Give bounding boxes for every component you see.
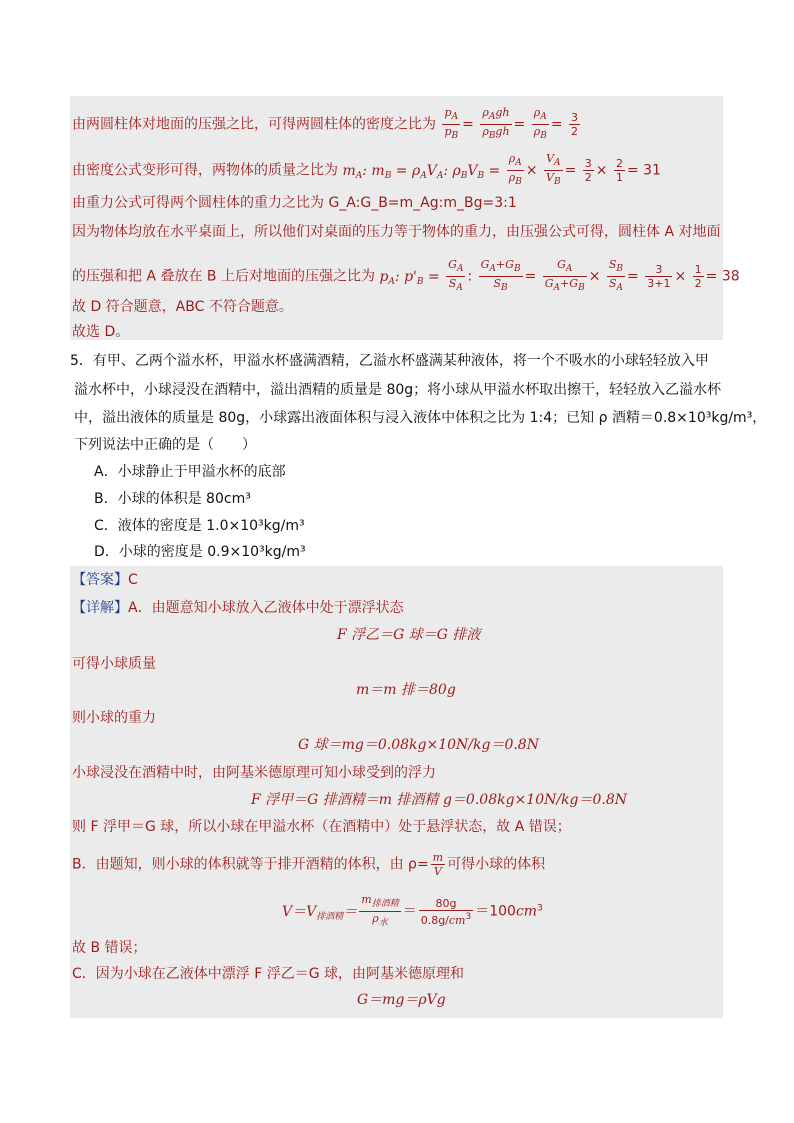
q4-line5-text: 的压强和把 A 叠放在 B 上后对地面的压强之比为 (72, 268, 375, 285)
equation-mass: m＝m 排＝80g (356, 682, 456, 698)
detail-text-gravity: 则小球的重力 (72, 710, 156, 726)
answer-line (72, 570, 138, 590)
q5-stem-line4: 下列说法中正确的是（ ） (74, 437, 256, 453)
answer-label: 【答案】 (72, 572, 128, 588)
q5-stem-line1: 5．有甲、乙两个溢水杯，甲溢水杯盛满酒精，乙溢水杯盛满某种液体，将一个不吸水的小球轻轻放入甲 (70, 353, 709, 369)
q4-line-pressure-ratio: 的压强和把 A 叠放在 B 上后对地面的压强之比为 $p_A$: $p'_B$ = $\frac{G_A}{S_A}$ : $\frac{G_A+G_B}{S_B}$ = $\frac{G_A}{G_A+G_B}$ × $\frac{S_B}{S_A}$ = $\frac{3}{3+1}$ × $\frac{1}{2}$ = 38 (72, 258, 740, 293)
q5-stem-line2: 溢水杯中，小球浸没在酒精中，溢出酒精的质量是 80g；将小球从甲溢水杯取出擦干，轻轻放入乙溢水杯 (74, 382, 722, 398)
q4-line7-text: 故选 D。 (72, 324, 130, 340)
frac-rho-gh: $\frac{\rho_Agh}{\rho_Bgh}$ (482, 106, 510, 141)
q4-line-gravity-ratio (72, 193, 517, 213)
q4-line-conclusion (72, 297, 293, 317)
q4-line2-text: 由密度公式变形可得，两物体的质量之比为 (72, 162, 338, 179)
equation-weight: G＝mg＝ρVg (357, 992, 446, 1008)
frac-3-2: $\frac{3}{2}$ (571, 111, 579, 138)
detail-text-b-wrong: 故 B 错误； (72, 940, 147, 956)
q5-option-c: C．液体的密度是 1.0×10³kg/m³ (94, 518, 305, 534)
detail-label: 【详解】 (72, 600, 128, 616)
frac-m-V: $\frac{m}{V}$ (432, 851, 444, 878)
detail-text-mass: 可得小球质量 (72, 656, 156, 672)
q5-stem-line3: 中，溢出液体的质量是 80g，小球露出液面体积与浸入液体中体积之比为 1:4；已知 ρ 酒精＝0.8×10³kg/m³， (74, 410, 767, 426)
q4-line-pressure-intro (72, 222, 720, 242)
q5-option-d: D．小球的密度是 0.9×10³kg/m³ (94, 544, 306, 560)
detail-text-b: B．由题知，则小球的体积就等于排开酒精的体积，由 ρ= (72, 856, 429, 873)
q4-line-density-ratio: 由两圆柱体对地面的压强之比，可得两圆柱体的密度之比为 $\frac{p_A}{p_B}$ = $\frac{\rho_Agh}{\rho_Bgh}$ = $\frac{\rho_A}{\rho_B}$ = $\frac{3}{2}$ (72, 106, 579, 141)
q4-line3-text: 由重力公式可得两个圆柱体的重力之比为 G_A:G_B=m_Ag:m_Bg=3:1 (72, 195, 517, 211)
q5-option-b: B．小球的体积是 80cm³ (94, 491, 251, 507)
detail-text-buoyancy: 小球浸没在酒精中时，由阿基米德原理可知小球受到的浮力 (72, 765, 436, 781)
equation-float: F 浮乙＝G 球＝G 排液 (337, 627, 481, 643)
detail-text-c: C．因为小球在乙液体中漂浮 F 浮乙＝G 球，由阿基米德原理和 (72, 966, 465, 982)
equation-volume: $V=V_{排酒精}=$ $\frac{m_{排酒精}}{\rho_水}$ ＝ $\frac{80g}{0.8g/cm^3}$ $=100cm^3$ (282, 893, 543, 928)
q4-line1-text: 由两圆柱体对地面的压强之比，可得两圆柱体的密度之比为 (72, 116, 436, 133)
q5-option-a: A．小球静止于甲溢水杯的底部 (94, 464, 286, 480)
detail-text-b2: 可得小球的体积 (447, 856, 546, 873)
q4-line4-text: 因为物体均放在水平桌面上，所以他们对桌面的压力等于物体的重力，由压强公式可得，圆柱体 A 对地面 (72, 224, 721, 240)
q4-line6-text: 故 D 符合题意，ABC 不符合题意。 (72, 299, 293, 315)
detail-text-suspension: 则 F 浮甲＝G 球，所以小球在甲溢水杯（在酒精中）处于悬浮状态，故 A 错误； (72, 819, 571, 835)
frac-rhoA-rhoB: $\frac{\rho_A}{\rho_B}$ (533, 106, 547, 141)
frac-pA-pB: $\frac{p_A}{p_B}$ (444, 106, 459, 141)
q4-line-choose (72, 322, 129, 342)
detail-line-b (72, 851, 545, 878)
equation-buoyancy: F 浮甲＝G 排酒精＝m 排酒精 g＝0.08kg×10N/kg＝0.8N (251, 792, 628, 808)
answer-value: C (128, 572, 138, 588)
q4-line-mass-ratio: 由密度公式变形可得，两物体的质量之比为 $m_A$: $m_B = \rho_AV_A$: $\rho_BV_B$ = $\frac{\rho_A}{\rho_B}$ × $\frac{V_A}{V_B}$ = $\frac{3}{2}$ × $\frac{2}{1}$ = 31 (72, 152, 661, 187)
detail-line-a (72, 598, 404, 618)
equation-gravity: G 球＝mg＝0.08kg×10N/kg＝0.8N (298, 737, 539, 753)
detail-text-a: A．由题意知小球放入乙液体中处于漂浮状态 (128, 600, 404, 616)
